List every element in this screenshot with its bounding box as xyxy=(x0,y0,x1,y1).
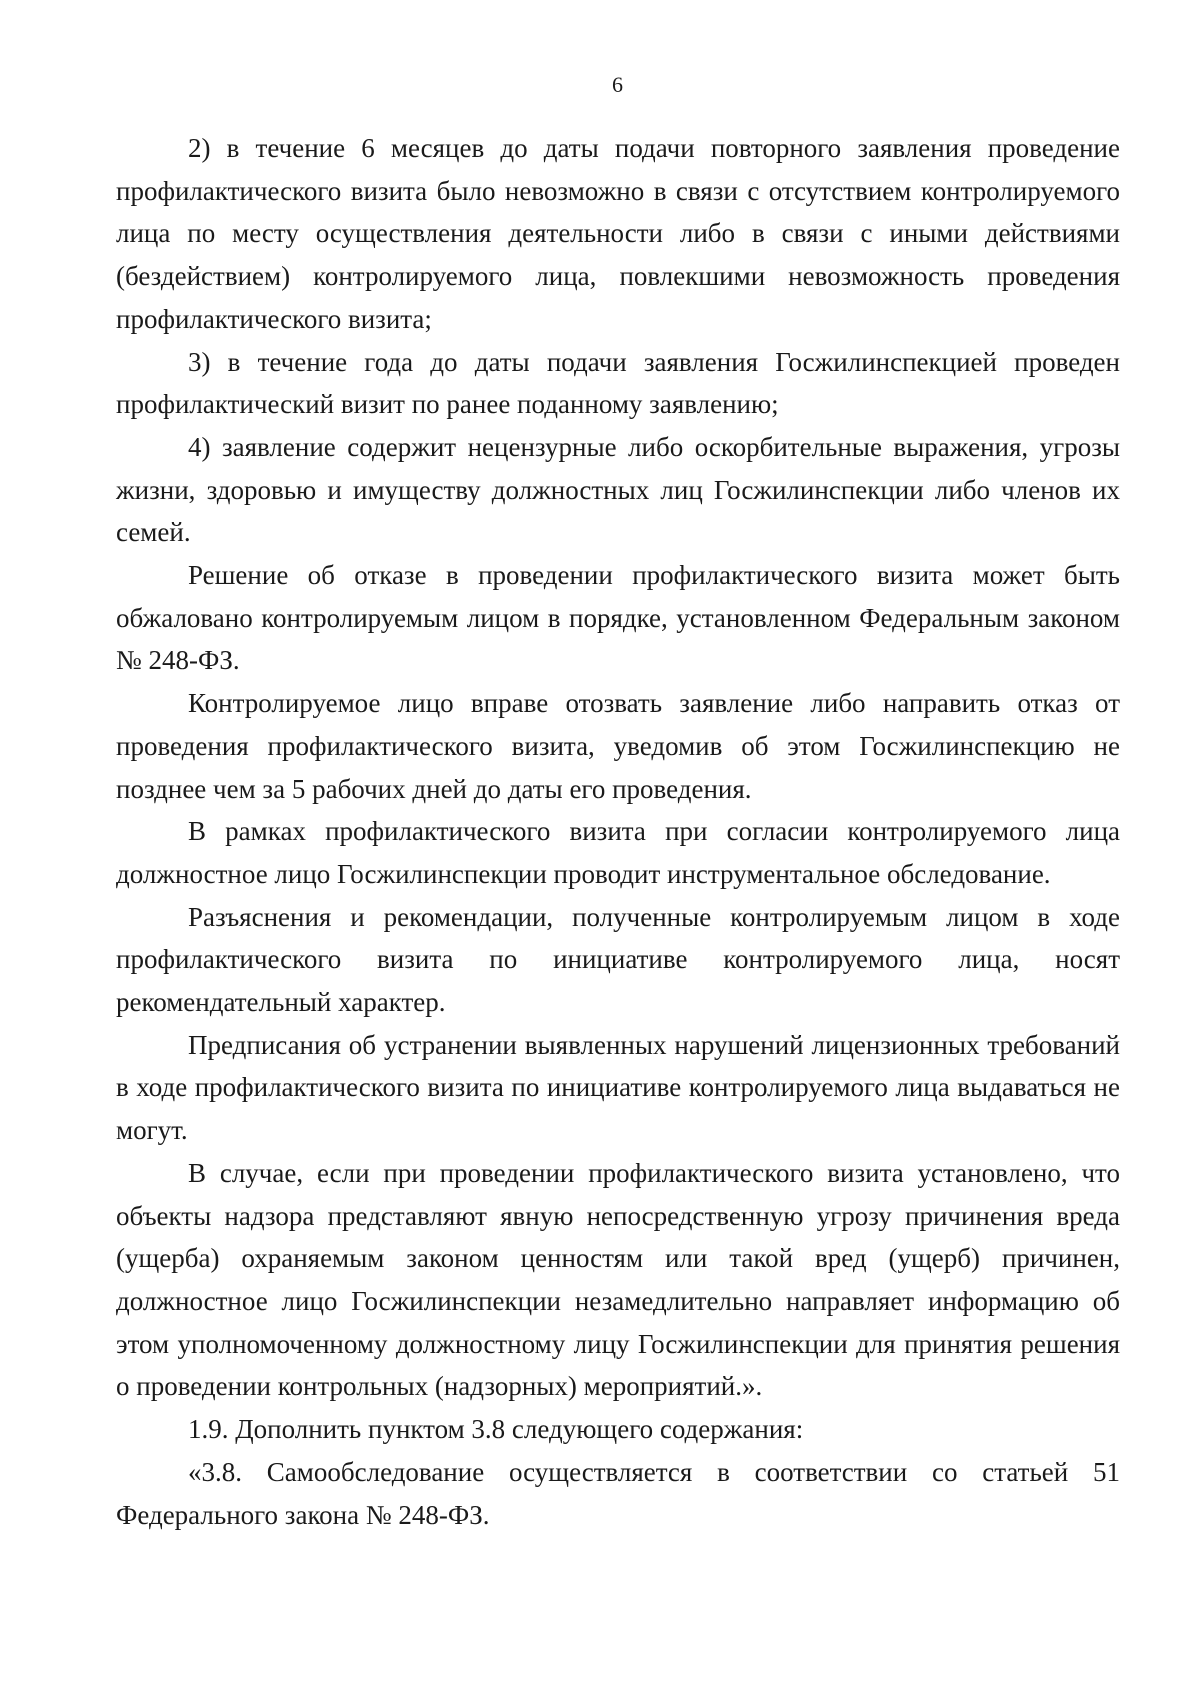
document-body xyxy=(116,127,1120,1536)
paragraph: В случае, если при проведении профилактического визита установлено, что объекты надзора представляют явную непосредственную угрозу причинения вреда (ущерба) охраняемым законом ценностям или такой вред (ущерб) причинен, должностное лицо Госжилинспекции незамедлительно направляет информацию об этом уполномоченному должностному лицу Госжилинспекции для принятия решения о проведении контрольных (надзорных) мероприятий.». xyxy=(116,1157,1120,1402)
paragraph: 1.9. Дополнить пунктом 3.8 следующего содержания: xyxy=(188,1414,804,1445)
paragraph: 2) в течение 6 месяцев до даты подачи повторного заявления проведение профилактического визита было невозможно в связи с отсутствием контролируемого лица по месту осуществления деятельности либо в связи с иными действиями (бездействием) контролируемого лица, повлекшими невозможность проведения профилактического визита; xyxy=(116,133,1120,334)
paragraph: Решение об отказе в проведении профилактического визита может быть обжаловано контролируемым лицом в порядке, установленном Федеральным законом № 248-ФЗ. xyxy=(116,560,1120,676)
paragraph: 4) заявление содержит нецензурные либо оскорбительные выражения, угрозы жизни, здоровью и имуществу должностных лиц Госжилинспекции либо членов их семей. xyxy=(116,431,1120,548)
paragraph: 3) в течение года до даты подачи заявления Госжилинспекцией проведен профилактический визит по ранее поданному заявлению; xyxy=(116,346,1120,420)
paragraph: Разъяснения и рекомендации, полученные контролируемым лицом в ходе профилактического визита по инициативе контролируемого лица, носят рекомендательный характер. xyxy=(116,901,1120,1018)
paragraph: Контролируемое лицо вправе отозвать заявление либо направить отказ от проведения профилактического визита, уведомив об этом Госжилинспекцию не позднее чем за 5 рабочих дней до даты его проведения. xyxy=(116,688,1120,804)
page-number: 6 xyxy=(612,72,623,97)
paragraph: В рамках профилактического визита при согласии контролируемого лица должностное лицо Госжилинспекции проводит инструментальное обследование. xyxy=(116,816,1120,889)
paragraph: «3.8. Самообследование осуществляется в соответствии со статьей 51 Федерального закона № 248-ФЗ. xyxy=(116,1456,1120,1530)
paragraph: Предписания об устранении выявленных нарушений лицензионных требований в ходе профилактического визита по инициативе контролируемого лица выдаваться не могут. xyxy=(116,1029,1120,1146)
